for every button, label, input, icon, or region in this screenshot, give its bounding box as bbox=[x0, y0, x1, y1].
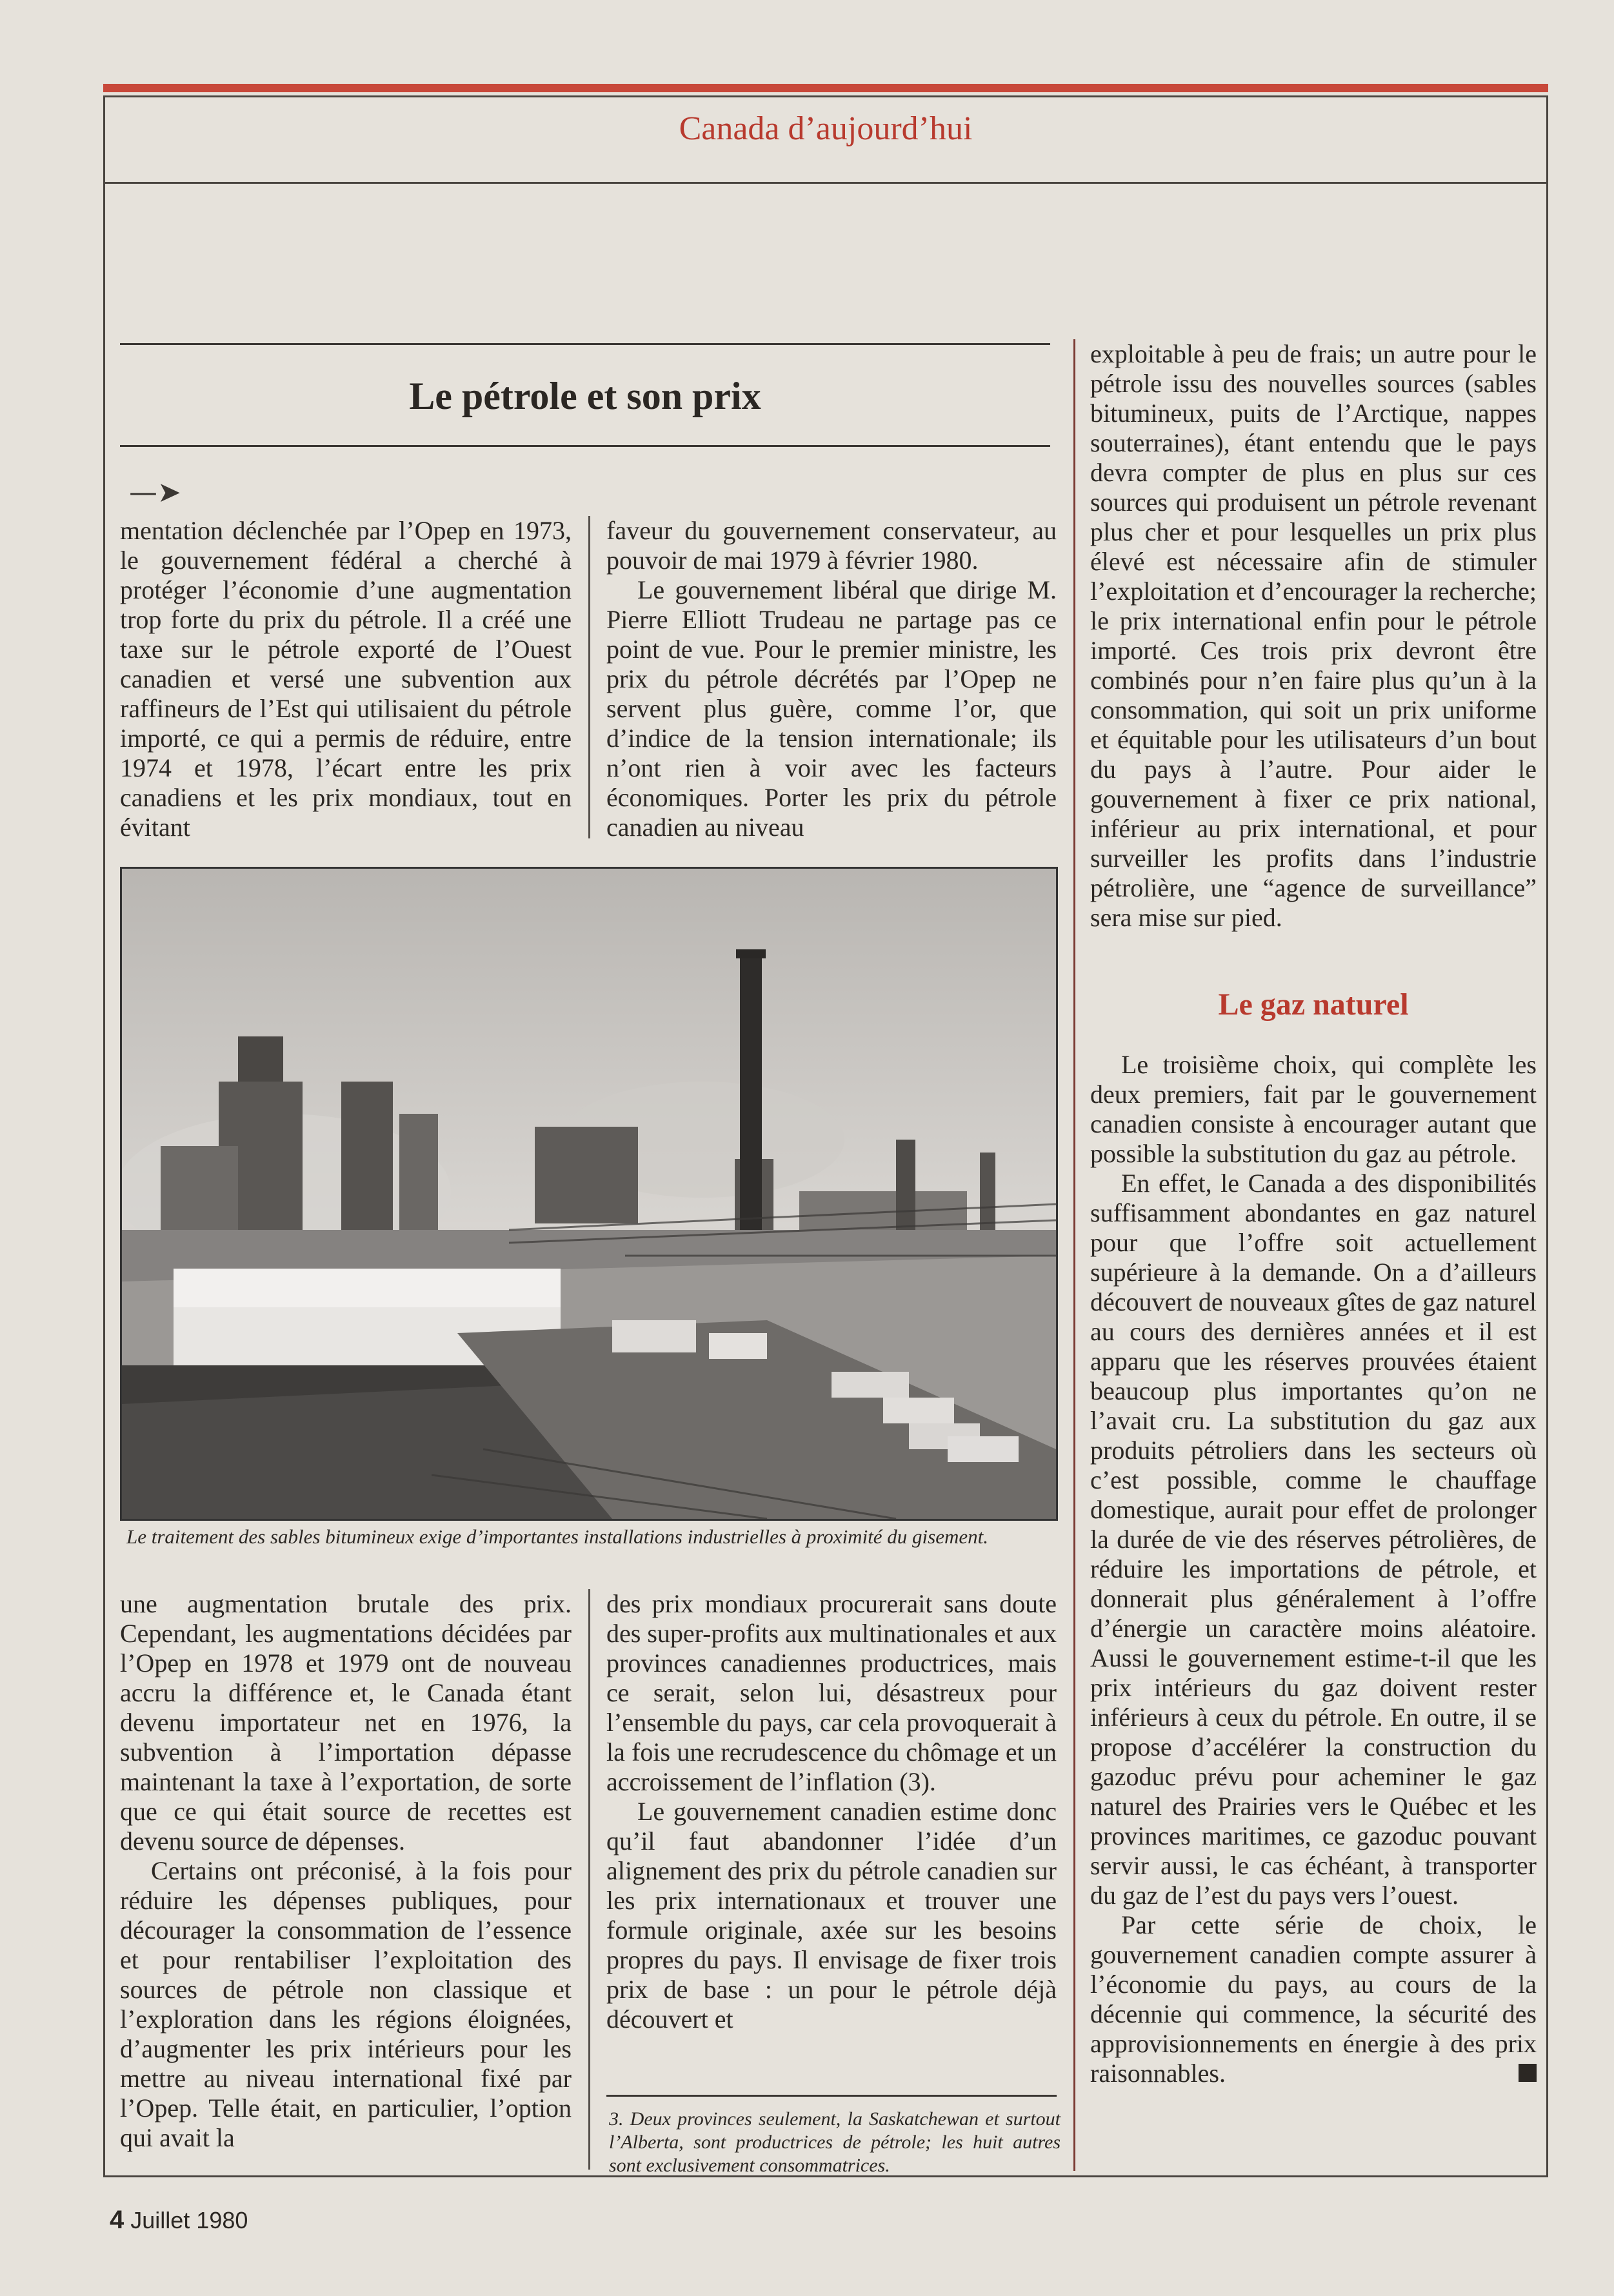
paragraph: Le gouvernement canadien estime donc qu’il faut abandonner l’idée d’un alignement des prix du pétrole canadien sur les prix internationaux et trouver une formule originale, axée sur les besoins propres du pays. Il envisage de fixer trois prix de base : un pour le pétrole déjà découvert et bbox=[606, 1797, 1057, 2034]
footnote-rule bbox=[606, 2095, 1057, 2097]
title-rule-bottom bbox=[120, 445, 1050, 447]
paragraph: Certains ont préconisé, à la fois pour réduire les dépenses publiques, pour décourager la consommation de l’essence et pour rentabiliser l’exploitation des sources de pétrole non classique et l’exploration dans les régions éloignées, d’augmenter les prix intérieurs pour les mettre au niveau international fixé par l’Opep. Telle était, en particulier, l’option qui avait la bbox=[120, 1856, 572, 2152]
page-footer bbox=[110, 2206, 248, 2235]
paragraph: Le gouvernement libéral que dirige M. Pierre Elliott Trudeau ne partage pas ce point de vue. Pour le premier ministre, les prix du pétrole décrétés par l’Opep ne servent plus guère, comme l’or, que d’indice de la tension internationale; ils n’ont rien à voir avec les facteurs économiques. Porter les prix du pétrole canadien au niveau bbox=[606, 575, 1057, 842]
continuation-arrow-icon: —➤ bbox=[129, 476, 181, 509]
paragraph: exploitable à peu de frais; un autre pour le pétrole issu des nouvelles sources (sables bitumineux, puits de l’Arctique, nappes souterraines), étant entendu que le pays devra compter de plus en plus sur ces sources qui produisent un pétrole revenant plus cher et pour lesquelles un prix plus élevé est nécessaire afin de stimuler l’exploitation et d’encourager la recherche; le prix international enfin pour le pétrole importé. Ces trois prix devront être combinés pour n’en faire plus qu’un à la consommation, qui soit un prix uniforme et équitable pour les utilisateurs d’un bout du pays à l’autre. Pour aider le gouvernement à fixer ce prix national, inférieur au prix international, et pour surveiller les profits dans l’industrie pétrolière, une “agence de surveillance” sera mise sur pied. bbox=[1090, 339, 1537, 932]
column-1-bottom bbox=[120, 1589, 572, 2153]
title-rule-top bbox=[120, 343, 1050, 345]
column-divider bbox=[588, 516, 590, 838]
column-3-top bbox=[1090, 339, 1537, 933]
paragraph-text: Par cette série de choix, le gouvernement canadien compte assurer à l’économie du pays, au cours de la décennie qui commence, la sécurité des approvisionnements en énergie à des prix raisonnables. bbox=[1090, 1910, 1537, 2088]
column-2-top bbox=[606, 516, 1057, 842]
footnote: 3. Deux provinces seulement, la Saskatchewan et surtout l’Alberta, sont productrices de pétrole; les huit autres sont exclusivement consommatrices. bbox=[609, 2108, 1061, 2176]
paragraph: mentation déclenchée par l’Opep en 1973, le gouvernement fédéral a cherché à protéger l’économie d’une augmentation trop forte du prix du pétrole. Il a créé une taxe sur le pétrole exporté de l’Ouest canadien et versé une subvention aux raffineurs de l’Est qui utilisaient du pétrole importé, ce qui a permis de réduire, entre 1974 et 1978, l’écart entre les prix canadiens et les prix mondiaux, tout en évitant bbox=[120, 516, 572, 842]
page-number: 4 bbox=[110, 2206, 125, 2234]
paragraph: des prix mondiaux procurerait sans doute des super-profits aux multinationales et aux provinces canadiennes productrices, mais ce serait, selon lui, désastreux pour l’ensemble du pays, car cela provoquerait à la fois une recrudescence du chômage et un accroissement de l’inflation (3). bbox=[606, 1589, 1057, 1796]
column-3-bottom bbox=[1090, 1050, 1537, 2088]
column-divider bbox=[588, 1589, 590, 2170]
refinery-image bbox=[122, 869, 1056, 1519]
photo-caption: Le traitement des sables bitumineux exige d’importantes installations industrielles à proximité du gisement. bbox=[126, 1525, 988, 1548]
header-rule bbox=[103, 182, 1548, 184]
paragraph: Le troisième choix, qui complète les deux premiers, fait par le gouvernement canadien consiste à encourager autant que possible la substitution du gaz au pétrole. bbox=[1090, 1050, 1537, 1168]
issue-date: Juillet 1980 bbox=[130, 2207, 248, 2233]
refinery-photo bbox=[120, 867, 1058, 1521]
masthead: Canada d’aujourd’hui bbox=[679, 110, 973, 147]
column-1-top bbox=[120, 516, 572, 842]
top-red-bar bbox=[103, 84, 1548, 92]
section-heading: Le gaz naturel bbox=[1218, 987, 1409, 1022]
end-mark-icon bbox=[1519, 2064, 1537, 2082]
paragraph: En effet, le Canada a des disponibilités suffisamment abondantes en gaz naturel pour que l’offre soit actuellement supérieure à la demande. On a d’ailleurs découvert de nouveaux gîtes de gaz naturel au cours des dernières années et il est apparu que les réserves prouvées étaient beaucoup plus importantes qu’on ne l’avait cru. La substitution du gaz aux produits pétroliers dans les secteurs où c’est possible, comme le chauffage domestique, aurait pour effet de prolonger la durée de vie des réserves pétrolières, de réduire les importations de pétrole, et donnerait plus généralement à l’offre d’énergie un caractère moins aléatoire. Aussi le gouvernement estime-t-il que les prix intérieurs du gaz doivent rester inférieurs à ceux du pétrole. En outre, il se propose d’accélérer la construction du gazoduc prévu pour acheminer le gaz naturel des Prairies vers le Québec et les provinces maritimes, ce gazoduc pouvant servir aussi, le cas échéant, à transporter du gaz de l’est du pays vers l’ouest. bbox=[1090, 1169, 1537, 1910]
article-title: Le pétrole et son prix bbox=[409, 375, 761, 417]
paragraph: une augmentation brutale des prix. Cependant, les augmentations décidées par l’Opep en 1978 et 1979 ont de nouveau accru la différence et, le Canada étant devenu importateur net en 1976, la subvention à l’importation dépasse maintenant la taxe à l’exportation, de sorte que ce qui était source de recettes est devenu source de dépenses. bbox=[120, 1589, 572, 1856]
paragraph bbox=[1090, 1910, 1537, 2088]
column-divider-red bbox=[1073, 339, 1075, 2171]
column-2-bottom bbox=[606, 1589, 1057, 2034]
paragraph: faveur du gouvernement conservateur, au pouvoir de mai 1979 à février 1980. bbox=[606, 516, 1057, 575]
